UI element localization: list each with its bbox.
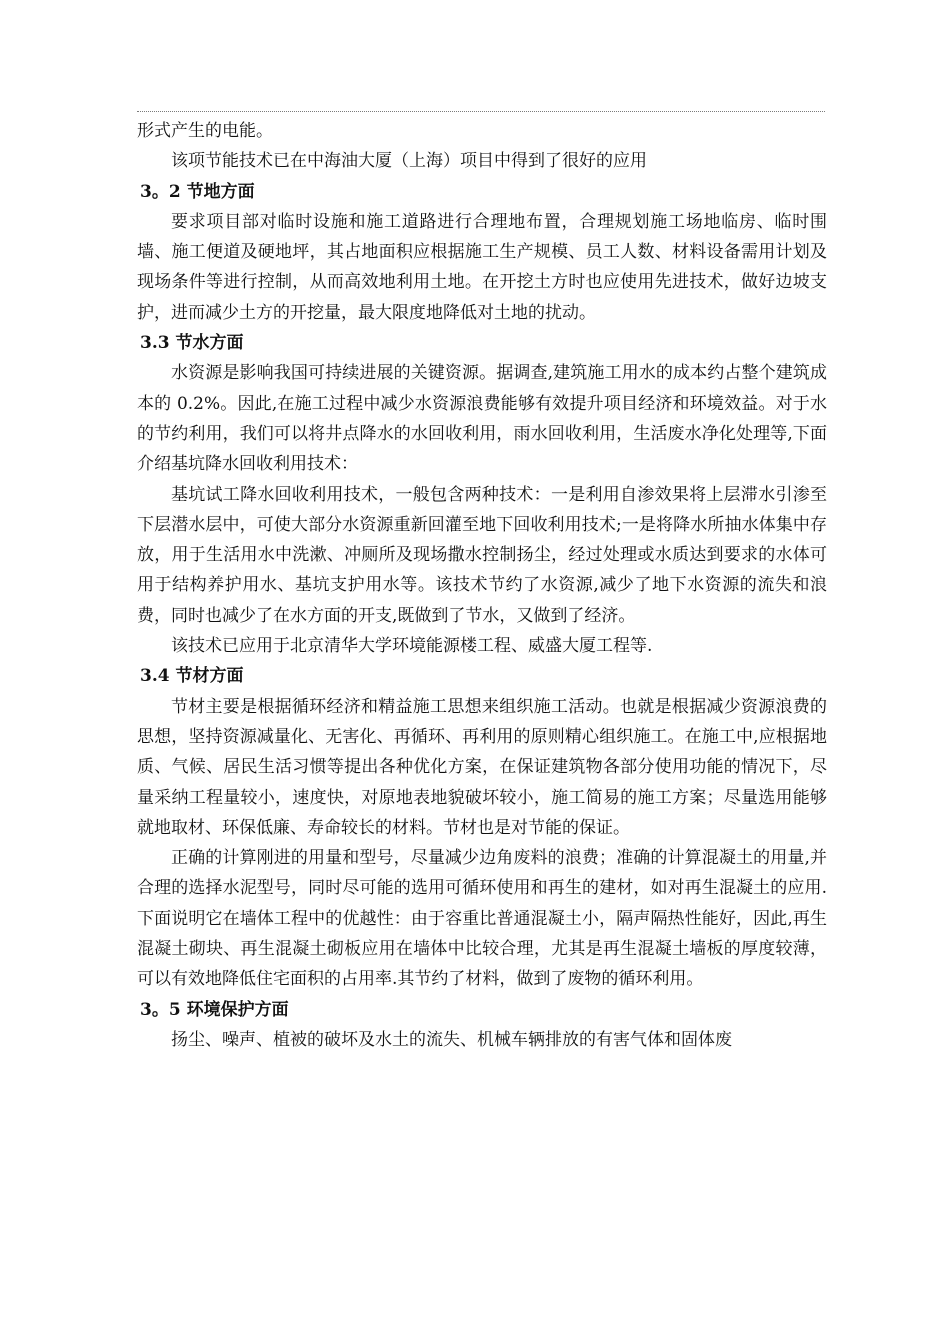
paragraph-material-detail: 正确的计算刚进的用量和型号，尽量减少边角废料的浪费；准确的计算混凝土的用量,并合理的选择水泥型号，同时尽可能的选用可循环使用和再生的建材，如对再生混凝土的应用.下面说明它在墙体工程中的优越性：由于容重比普通混凝土小，隔声隔热性能好，因此,再生混凝土砌块、再生混凝土砌板应用在墙体中比较合理，尤其是再生混凝土墙板的厚度较薄，可以有效地降低住宅面积的占用率.其节约了材料，做到了废物的循环利用。 — [137, 848, 827, 990]
paragraph-material-intro: 节材主要是根据循环经济和精益施工思想来组织施工活动。也就是根据减少资源浪费的思想，坚持资源减量化、无害化、再循环、再利用的原则精心组织施工。在施工中,应根据地质、气候、居民生活习惯等提出各种优化方案，在保证建筑物各部分使用功能的情况下，尽量采纳工程量较小，速度快，对原地表地貌破坏较小，施工简易的施工方案；尽量选用能够就地取材、环保低廉、寿命较长的材料。节材也是对节能的保证。 — [137, 696, 827, 838]
paragraph-water-application: 该技术已应用于北京清华大学环境能源楼工程、威盛大厦工程等. — [171, 636, 653, 657]
paragraph-water-technique: 基坑试工降水回收利用技术，一般包含两种技术：一是利用自渗效果将上层滞水引渗至下层潜水层中，可使大部分水资源重新回灌至地下回收利用技术;一是将降水所抽水体集中存放，用于生活用水中洗漱、冲厕所及现场撒水控制扬尘，经过处理或水质达到要求的水体可用于结构养护用水、基坑支护用水等。该技术节约了水资源,减少了地下水资源的流失和浪费，同时也减少了在水方面的开支,既做到了节水，又做到了经济。 — [137, 484, 827, 626]
section-heading-environment: 3。5 环境保护方面 — [140, 999, 289, 1020]
paragraph-water-intro: 水资源是影响我国可持续进展的关键资源。据调查,建筑施工用水的成本约占整个建筑成本的 0.2%。因此,在施工过程中减少水资源浪费能够有效提升项目经济和环境效益。对于水的节约利用，我们可以将井点降水的水回收利用，雨水回收利用，生活废水净化处理等,下面介绍基坑降水回收利用技术： — [137, 363, 827, 475]
document-body — [137, 116, 827, 1055]
paragraph-land-saving: 要求项目部对临时设施和施工道路进行合理地布置，合理规划施工场地临房、临时围墙、施工便道及硬地坪，其占地面积应根据施工生产规模、员工人数、材料设备需用计划及现场条件等进行控制，从而高效地利用土地。在开挖土方时也应使用先进技术，做好边坡支护，进而减少土方的开挖量，最大限度地降低对土地的扰动。 — [137, 211, 827, 323]
paragraph-environment-intro: 扬尘、噪声、植被的破坏及水土的流失、机械车辆排放的有害气体和固体废 — [171, 1029, 732, 1050]
paragraph-application-note: 该项节能技术已在中海油大厦（上海）项目中得到了很好的应用 — [171, 151, 647, 172]
paragraph-continuation: 形式产生的电能。 — [137, 121, 273, 141]
section-heading-material: 3.4 节材方面 — [140, 666, 244, 687]
section-heading-land: 3。2 节地方面 — [140, 181, 255, 202]
header-dotted-rule — [137, 111, 825, 112]
section-heading-water: 3.3 节水方面 — [140, 333, 244, 354]
